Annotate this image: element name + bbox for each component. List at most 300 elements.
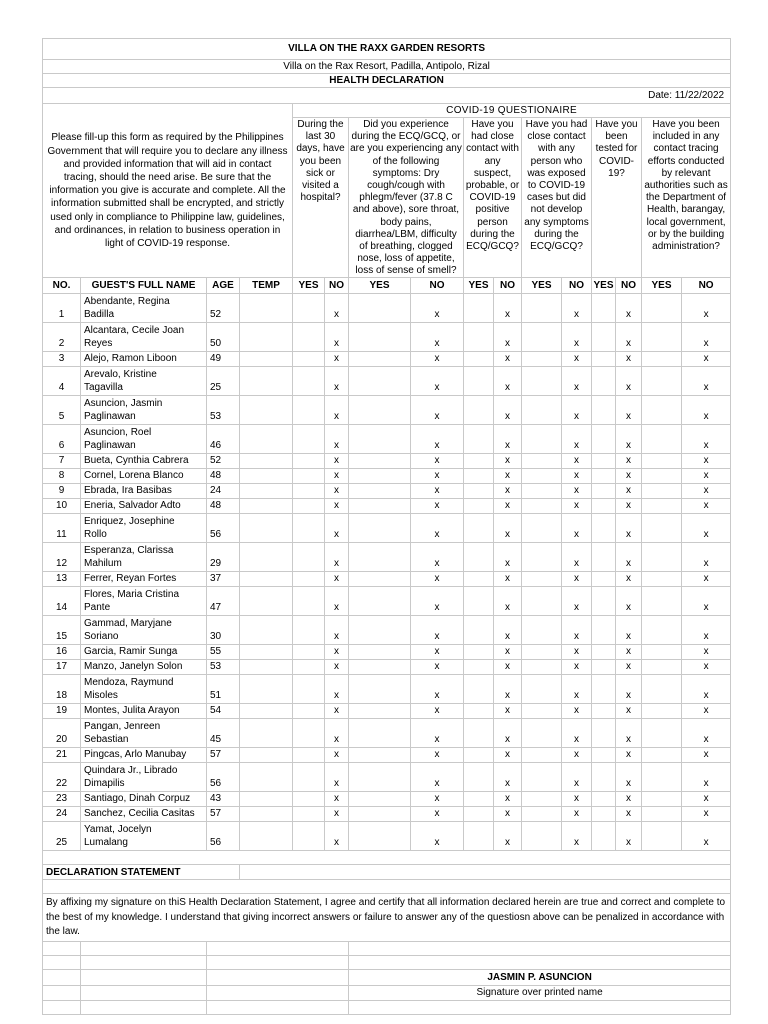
col-header-q2-no: NO (411, 278, 464, 294)
guest-temp (240, 616, 293, 645)
answer-no-mark: x (562, 484, 592, 499)
answer-yes-cell (592, 425, 616, 454)
guest-name-line1: Montes, Julita Arayon (84, 705, 180, 717)
guest-number: 21 (43, 748, 81, 763)
answer-yes-cell (642, 645, 682, 660)
answer-yes-cell (349, 396, 411, 425)
answer-yes-cell (293, 514, 325, 543)
answer-no-mark: x (616, 543, 642, 572)
answer-yes-cell (464, 469, 494, 484)
guest-number: 8 (43, 469, 81, 484)
answer-no-mark: x (616, 294, 642, 323)
guest-name-line1: Flores, Maria Cristina (84, 589, 180, 601)
answer-no-mark: x (494, 719, 522, 748)
answer-no-mark: x (325, 675, 349, 704)
answer-yes-cell (293, 748, 325, 763)
answer-yes-cell (642, 294, 682, 323)
guest-temp (240, 484, 293, 499)
guest-name (81, 645, 207, 660)
answer-yes-cell (464, 514, 494, 543)
answer-no-mark: x (616, 469, 642, 484)
table-row (43, 792, 731, 807)
guest-temp (240, 704, 293, 719)
table-row (43, 352, 731, 367)
guest-name-line2: Paglinawan (84, 440, 136, 452)
answer-no-mark: x (616, 792, 642, 807)
answer-no-mark: x (325, 396, 349, 425)
answer-no-mark: x (411, 792, 464, 807)
table-row (43, 763, 731, 792)
guest-name (81, 499, 207, 514)
guest-name (81, 792, 207, 807)
answer-no-mark: x (682, 719, 731, 748)
answer-yes-cell (592, 367, 616, 396)
guest-name (81, 763, 207, 792)
answer-no-mark: x (616, 352, 642, 367)
table-row (43, 514, 731, 543)
answer-no-mark: x (494, 660, 522, 675)
guest-name-line2: Misoles (84, 690, 118, 702)
col-header-q3-yes: YES (464, 278, 494, 294)
col-header-q4-yes: YES (522, 278, 562, 294)
guest-number: 18 (43, 675, 81, 704)
answer-no-mark: x (494, 514, 522, 543)
guest-age: 30 (207, 616, 240, 645)
table-row (43, 323, 731, 352)
guest-number: 10 (43, 499, 81, 514)
answer-yes-cell (349, 469, 411, 484)
answer-yes-cell (293, 675, 325, 704)
answer-yes-cell (642, 514, 682, 543)
answer-yes-cell (349, 572, 411, 587)
table-row (43, 425, 731, 454)
guest-age: 54 (207, 704, 240, 719)
answer-yes-cell (592, 587, 616, 616)
answer-yes-cell (349, 454, 411, 469)
guest-name-line1: Santiago, Dinah Corpuz (84, 793, 191, 805)
guest-temp (240, 572, 293, 587)
guest-number: 17 (43, 660, 81, 675)
resort-title: VILLA ON THE RAXX GARDEN RESORTS (43, 39, 731, 60)
answer-no-mark: x (562, 763, 592, 792)
answer-yes-cell (293, 469, 325, 484)
guest-name (81, 660, 207, 675)
answer-yes-cell (293, 484, 325, 499)
form-title: HEALTH DECLARATION (43, 74, 731, 88)
guest-number: 4 (43, 367, 81, 396)
answer-yes-cell (642, 704, 682, 719)
table-row (43, 484, 731, 499)
answer-yes-cell (522, 763, 562, 792)
answer-no-mark: x (411, 323, 464, 352)
guest-age: 46 (207, 425, 240, 454)
guest-name-line1: Garcia, Ramir Sunga (84, 646, 178, 658)
guest-age: 45 (207, 719, 240, 748)
col-header-q4-no: NO (562, 278, 592, 294)
spacer-row (43, 851, 731, 865)
answer-yes-cell (592, 499, 616, 514)
guest-age: 53 (207, 396, 240, 425)
answer-yes-cell (592, 645, 616, 660)
guest-age: 48 (207, 469, 240, 484)
table-row (43, 396, 731, 425)
answer-no-mark: x (682, 763, 731, 792)
answer-no-mark: x (562, 675, 592, 704)
table-row (43, 719, 731, 748)
answer-yes-cell (464, 763, 494, 792)
answer-yes-cell (642, 469, 682, 484)
answer-yes-cell (522, 807, 562, 822)
guest-temp (240, 822, 293, 851)
guest-number: 13 (43, 572, 81, 587)
question-4: Have you had close contact with any person who was exposed to COVID-19 cases but did not develop any symptoms during the ECQ/GCQ? (522, 118, 592, 278)
answer-yes-cell (642, 587, 682, 616)
answer-no-mark: x (562, 748, 592, 763)
guest-name (81, 616, 207, 645)
answer-yes-cell (349, 748, 411, 763)
answer-no-mark: x (494, 425, 522, 454)
answer-no-mark: x (494, 822, 522, 851)
guest-name-line2: Badilla (84, 309, 115, 321)
guest-name-line1: Manzo, Janelyn Solon (84, 661, 183, 673)
answer-yes-cell (522, 587, 562, 616)
answer-yes-cell (642, 572, 682, 587)
answer-no-mark: x (325, 822, 349, 851)
col-header-q2-yes: YES (349, 278, 411, 294)
answer-yes-cell (293, 543, 325, 572)
answer-no-mark: x (616, 396, 642, 425)
answer-no-mark: x (411, 807, 464, 822)
guest-name-line1: Alcantara, Cecile Joan (84, 325, 185, 337)
guest-name (81, 294, 207, 323)
guest-age: 47 (207, 587, 240, 616)
answer-yes-cell (293, 763, 325, 792)
questionnaire-title: COVID-19 QUESTIONAIRE (293, 104, 731, 118)
guest-age: 49 (207, 352, 240, 367)
answer-yes-cell (464, 425, 494, 454)
answer-no-mark: x (562, 469, 592, 484)
answer-no-mark: x (411, 763, 464, 792)
answer-yes-cell (464, 660, 494, 675)
answer-no-mark: x (562, 514, 592, 543)
answer-no-mark: x (562, 616, 592, 645)
table-row (43, 675, 731, 704)
answer-no-mark: x (494, 484, 522, 499)
table-row (43, 748, 731, 763)
answer-yes-cell (349, 660, 411, 675)
answer-no-mark: x (411, 572, 464, 587)
col-header-no: NO. (43, 278, 81, 294)
answer-no-mark: x (494, 616, 522, 645)
answer-yes-cell (522, 792, 562, 807)
guest-number: 11 (43, 514, 81, 543)
table-row (43, 616, 731, 645)
answer-no-mark: x (411, 822, 464, 851)
answer-no-mark: x (562, 396, 592, 425)
answer-no-mark: x (562, 367, 592, 396)
guest-name (81, 484, 207, 499)
answer-no-mark: x (562, 543, 592, 572)
guest-name-line2: Lumalang (84, 837, 128, 849)
answer-no-mark: x (562, 294, 592, 323)
answer-yes-cell (349, 587, 411, 616)
answer-yes-cell (349, 294, 411, 323)
guest-temp (240, 645, 293, 660)
table-row (43, 367, 731, 396)
answer-yes-cell (592, 396, 616, 425)
answer-yes-cell (592, 822, 616, 851)
answer-no-mark: x (325, 323, 349, 352)
table-row (43, 572, 731, 587)
guest-temp (240, 294, 293, 323)
answer-yes-cell (642, 822, 682, 851)
guest-age: 43 (207, 792, 240, 807)
answer-no-mark: x (616, 748, 642, 763)
col-header-name: GUEST'S FULL NAME (81, 278, 207, 294)
answer-yes-cell (522, 499, 562, 514)
answer-yes-cell (293, 294, 325, 323)
answer-no-mark: x (411, 367, 464, 396)
guest-number: 12 (43, 543, 81, 572)
guest-name (81, 469, 207, 484)
answer-yes-cell (293, 367, 325, 396)
answer-no-mark: x (616, 704, 642, 719)
answer-no-mark: x (616, 499, 642, 514)
guest-number: 14 (43, 587, 81, 616)
answer-yes-cell (349, 352, 411, 367)
answer-no-mark: x (494, 396, 522, 425)
guest-temp (240, 514, 293, 543)
guest-name (81, 425, 207, 454)
answer-yes-cell (592, 675, 616, 704)
answer-no-mark: x (494, 367, 522, 396)
answer-yes-cell (592, 323, 616, 352)
answer-no-mark: x (325, 425, 349, 454)
answer-yes-cell (349, 484, 411, 499)
answer-yes-cell (592, 294, 616, 323)
guest-age: 56 (207, 763, 240, 792)
answer-no-mark: x (494, 454, 522, 469)
answer-yes-cell (349, 323, 411, 352)
answer-no-mark: x (411, 616, 464, 645)
answer-yes-cell (522, 543, 562, 572)
guest-number: 20 (43, 719, 81, 748)
answer-no-mark: x (682, 675, 731, 704)
intro-paragraph: Please fill-up this form as required by the Philippines Government that will require you to declare any illness and provided information that will aid in contact tracing, should the need arise. Be sure that the information you give is accurate and complete. All the information submitted shall be encrypted, and strictly used only in compliance to Philippine law, guidelines, and ordinances, in relation to business operation in light of COVID-19 response. (43, 104, 293, 278)
answer-no-mark: x (325, 587, 349, 616)
answer-no-mark: x (616, 454, 642, 469)
answer-no-mark: x (325, 645, 349, 660)
question-2: Did you experience during the ECQ/GCQ, or are you experiencing any of the following symptoms: Dry cough/cough with phlegm/fever (37.8 C and above), sore throat, body pains, diarrhea/LBM, difficulty of breathing, clogged nose, loss of appetite, loss of sense of smell? (350, 119, 462, 277)
guest-age: 51 (207, 675, 240, 704)
answer-no-mark: x (616, 645, 642, 660)
answer-yes-cell (642, 454, 682, 469)
answer-yes-cell (293, 645, 325, 660)
answer-no-mark: x (325, 792, 349, 807)
col-header-q3-no: NO (494, 278, 522, 294)
answer-no-mark: x (494, 294, 522, 323)
answer-yes-cell (592, 616, 616, 645)
guest-name-line1: Asuncion, Jasmin (84, 398, 163, 410)
table-row (43, 454, 731, 469)
guest-name-line1: Ferrer, Reyan Fortes (84, 573, 177, 585)
answer-yes-cell (522, 323, 562, 352)
answer-no-mark: x (325, 572, 349, 587)
answer-no-mark: x (494, 645, 522, 660)
answer-no-mark: x (562, 425, 592, 454)
guest-age: 48 (207, 499, 240, 514)
answer-no-mark: x (562, 352, 592, 367)
guest-age: 55 (207, 645, 240, 660)
answer-yes-cell (349, 645, 411, 660)
answer-no-mark: x (325, 499, 349, 514)
table-row (43, 704, 731, 719)
guest-temp (240, 719, 293, 748)
answer-yes-cell (592, 469, 616, 484)
table-row (43, 645, 731, 660)
answer-yes-cell (464, 543, 494, 572)
answer-no-mark: x (325, 719, 349, 748)
answer-no-mark: x (562, 719, 592, 748)
guest-name (81, 352, 207, 367)
answer-yes-cell (592, 514, 616, 543)
answer-yes-cell (293, 660, 325, 675)
answer-yes-cell (464, 454, 494, 469)
guest-number: 16 (43, 645, 81, 660)
answer-no-mark: x (562, 454, 592, 469)
guest-temp (240, 675, 293, 704)
answer-no-mark: x (682, 572, 731, 587)
answer-yes-cell (642, 748, 682, 763)
col-header-q6-yes: YES (642, 278, 682, 294)
guest-age: 29 (207, 543, 240, 572)
guest-number: 5 (43, 396, 81, 425)
resort-address: Villa on the Rax Resort, Padilla, Antipolo, Rizal (43, 60, 731, 74)
guest-age: 56 (207, 514, 240, 543)
answer-no-mark: x (682, 352, 731, 367)
guest-name (81, 675, 207, 704)
answer-no-mark: x (411, 704, 464, 719)
answer-yes-cell (349, 499, 411, 514)
answer-yes-cell (642, 367, 682, 396)
guest-temp (240, 763, 293, 792)
answer-no-mark: x (325, 352, 349, 367)
answer-no-mark: x (682, 514, 731, 543)
guest-temp (240, 660, 293, 675)
answer-no-mark: x (616, 572, 642, 587)
guest-temp (240, 454, 293, 469)
table-row (43, 660, 731, 675)
answer-yes-cell (349, 792, 411, 807)
answer-no-mark: x (411, 514, 464, 543)
answer-no-mark: x (562, 499, 592, 514)
guest-name-line1: Abendante, Regina (84, 296, 170, 308)
answer-yes-cell (522, 660, 562, 675)
guest-number: 25 (43, 822, 81, 851)
guest-name (81, 367, 207, 396)
guest-name-line2: Paglinawan (84, 411, 136, 423)
guest-name-line2: Rollo (84, 529, 107, 541)
answer-no-mark: x (494, 675, 522, 704)
guest-name-line1: Pangan, Jenreen (84, 721, 161, 733)
answer-yes-cell (464, 396, 494, 425)
answer-no-mark: x (616, 822, 642, 851)
guest-number: 23 (43, 792, 81, 807)
answer-yes-cell (642, 763, 682, 792)
answer-yes-cell (349, 675, 411, 704)
answer-yes-cell (293, 807, 325, 822)
answer-yes-cell (349, 807, 411, 822)
table-row (43, 822, 731, 851)
answer-no-mark: x (411, 454, 464, 469)
guest-age: 37 (207, 572, 240, 587)
answer-yes-cell (464, 792, 494, 807)
guest-age: 56 (207, 822, 240, 851)
answer-no-mark: x (411, 719, 464, 748)
answer-yes-cell (522, 469, 562, 484)
answer-yes-cell (349, 367, 411, 396)
answer-no-mark: x (494, 543, 522, 572)
table-row (43, 469, 731, 484)
answer-no-mark: x (411, 469, 464, 484)
answer-no-mark: x (616, 587, 642, 616)
answer-no-mark: x (682, 499, 731, 514)
guest-age: 57 (207, 807, 240, 822)
answer-yes-cell (464, 807, 494, 822)
answer-no-mark: x (682, 469, 731, 484)
answer-yes-cell (293, 792, 325, 807)
guest-name-line1: Ebrada, Ira Basibas (84, 485, 172, 497)
answer-yes-cell (592, 704, 616, 719)
answer-no-mark: x (411, 748, 464, 763)
answer-no-mark: x (562, 660, 592, 675)
answer-yes-cell (293, 352, 325, 367)
guest-name-line1: Mendoza, Raymund (84, 677, 174, 689)
answer-yes-cell (592, 660, 616, 675)
answer-yes-cell (464, 822, 494, 851)
answer-no-mark: x (494, 352, 522, 367)
answer-no-mark: x (494, 763, 522, 792)
answer-no-mark: x (411, 587, 464, 616)
guest-temp (240, 396, 293, 425)
question-5: Have you been tested for COVID-19? (592, 118, 642, 278)
answer-no-mark: x (682, 645, 731, 660)
answer-no-mark: x (494, 572, 522, 587)
answer-no-mark: x (616, 616, 642, 645)
answer-yes-cell (642, 719, 682, 748)
answer-no-mark: x (616, 807, 642, 822)
guest-name (81, 719, 207, 748)
answer-yes-cell (642, 660, 682, 675)
answer-yes-cell (522, 822, 562, 851)
answer-no-mark: x (494, 704, 522, 719)
guest-number: 3 (43, 352, 81, 367)
declaration-text: By affixing my signature on thiS Health Declaration Statement, I agree and certify that all information declared herein are true and correct and complete to the best of my knowledge. I understand that giving incorrect answers or failure to answer any of the questiosn above can be penalized in accordance with the law. (43, 894, 731, 942)
answer-no-mark: x (325, 514, 349, 543)
answer-yes-cell (642, 323, 682, 352)
answer-no-mark: x (562, 792, 592, 807)
answer-yes-cell (464, 587, 494, 616)
answer-no-mark: x (325, 748, 349, 763)
guest-temp (240, 587, 293, 616)
guest-name (81, 807, 207, 822)
answer-no-mark: x (325, 543, 349, 572)
guest-name-line1: Pingcas, Arlo Manubay (84, 749, 187, 761)
guest-age: 50 (207, 323, 240, 352)
answer-no-mark: x (562, 704, 592, 719)
answer-yes-cell (464, 719, 494, 748)
answer-yes-cell (464, 499, 494, 514)
